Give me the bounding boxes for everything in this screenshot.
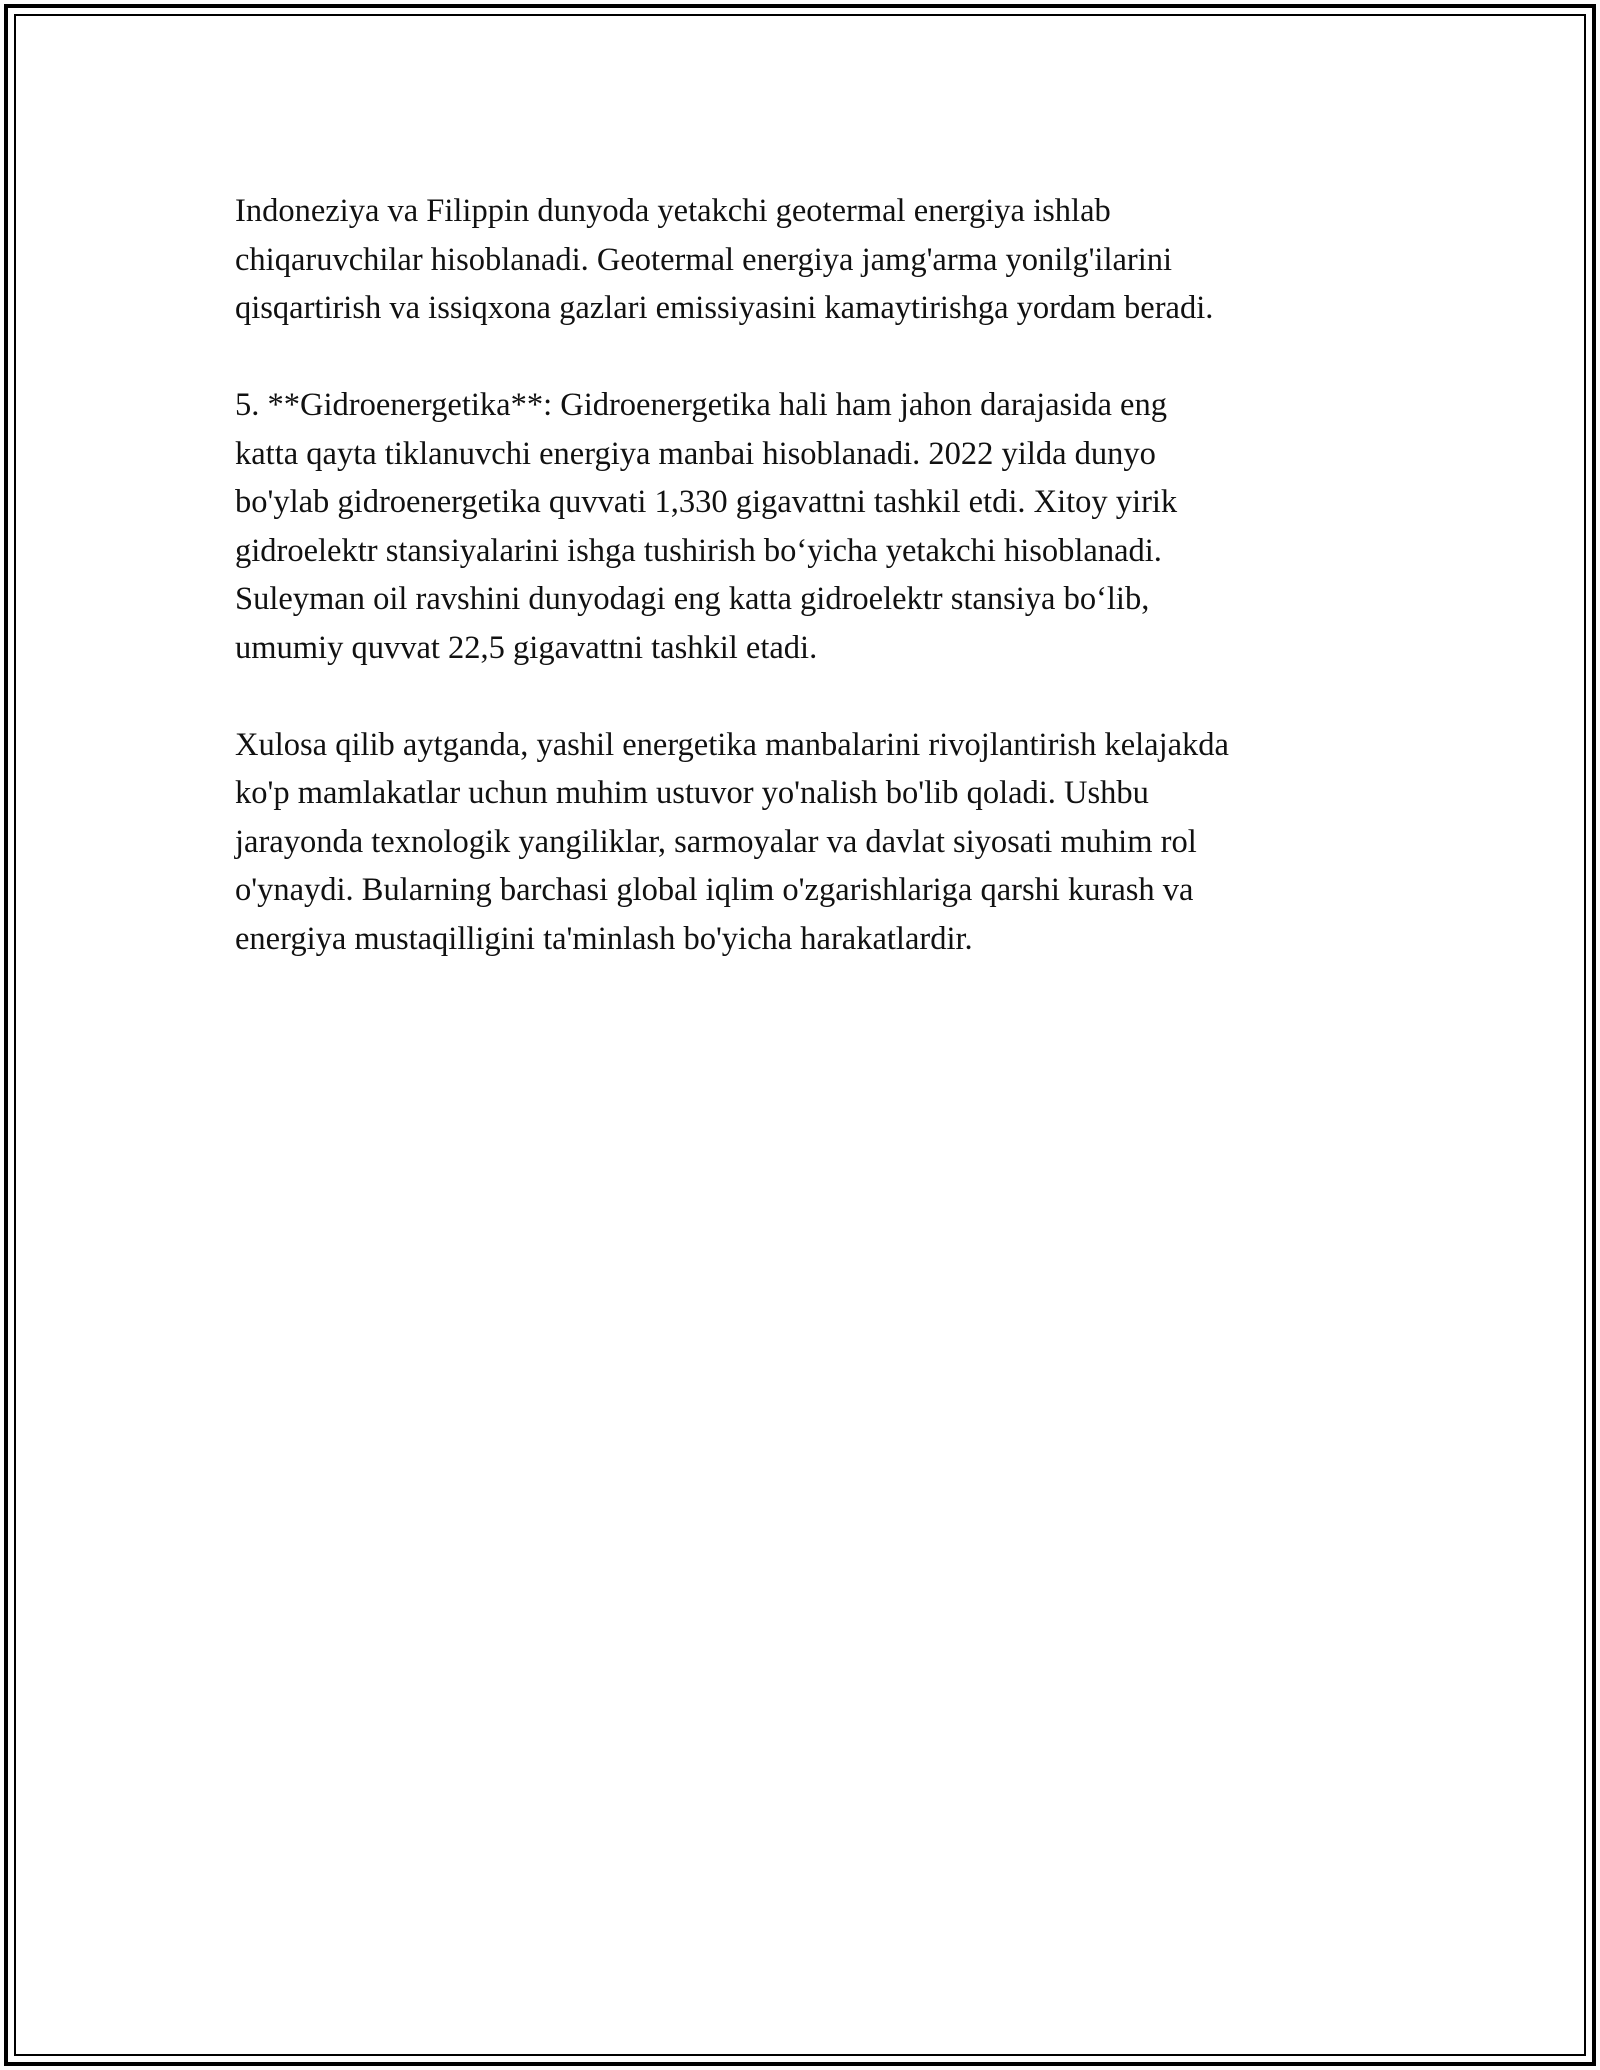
text-line: katta qayta tiklanuvchi energiya manbai hisoblanadi. 2022 yilda dunyo [235,435,1156,472]
paragraph-conclusion [235,721,1375,964]
paragraph-geothermal [235,187,1375,333]
paragraph-hydropower [235,381,1375,672]
document-body [235,187,1375,1012]
text-line: chiqaruvchilar hisoblanadi. Geotermal energiya jamg'arma yonilg'ilarini [235,241,1173,278]
text-line: qisqartirish va issiqxona gazlari emissiyasini kamaytirishga yordam beradi. [235,290,1214,326]
text-line: umumiy quvvat 22,5 gigavattni tashkil etadi. [235,629,818,666]
text-line: gidroelektr stansiyalarini ishga tushirish bo‘yicha yetakchi hisoblanadi. [235,532,1162,569]
text-line: energiya mustaqilligini ta'minlash bo'yicha harakatlardir. [235,920,973,957]
text-line: ko'p mamlakatlar uchun muhim ustuvor yo'nalish bo'lib qoladi. Ushbu [235,775,1149,811]
text-line: jarayonda texnologik yangiliklar, sarmoyalar va davlat siyosati muhim rol [235,823,1197,860]
text-line: Suleyman oil ravshini dunyodagi eng katta gidroelektr stansiya bo‘lib, [235,581,1150,617]
text-line: Xulosa qilib aytganda, yashil energetika manbalarini rivojlantirish kelajakda [235,726,1229,763]
text-line: o'ynaydi. Bularning barchasi global iqlim o'zgarishlariga qarshi kurash va [235,872,1194,908]
text-line: Indoneziya va Filippin dunyoda yetakchi geotermal energiya ishlab [235,193,1111,229]
text-line: 5. **Gidroenergetika**: Gidroenergetika hali ham jahon darajasida eng [235,387,1167,423]
text-line: bo'ylab gidroenergetika quvvati 1,330 gigavattni tashkil etdi. Xitoy yirik [235,484,1178,520]
